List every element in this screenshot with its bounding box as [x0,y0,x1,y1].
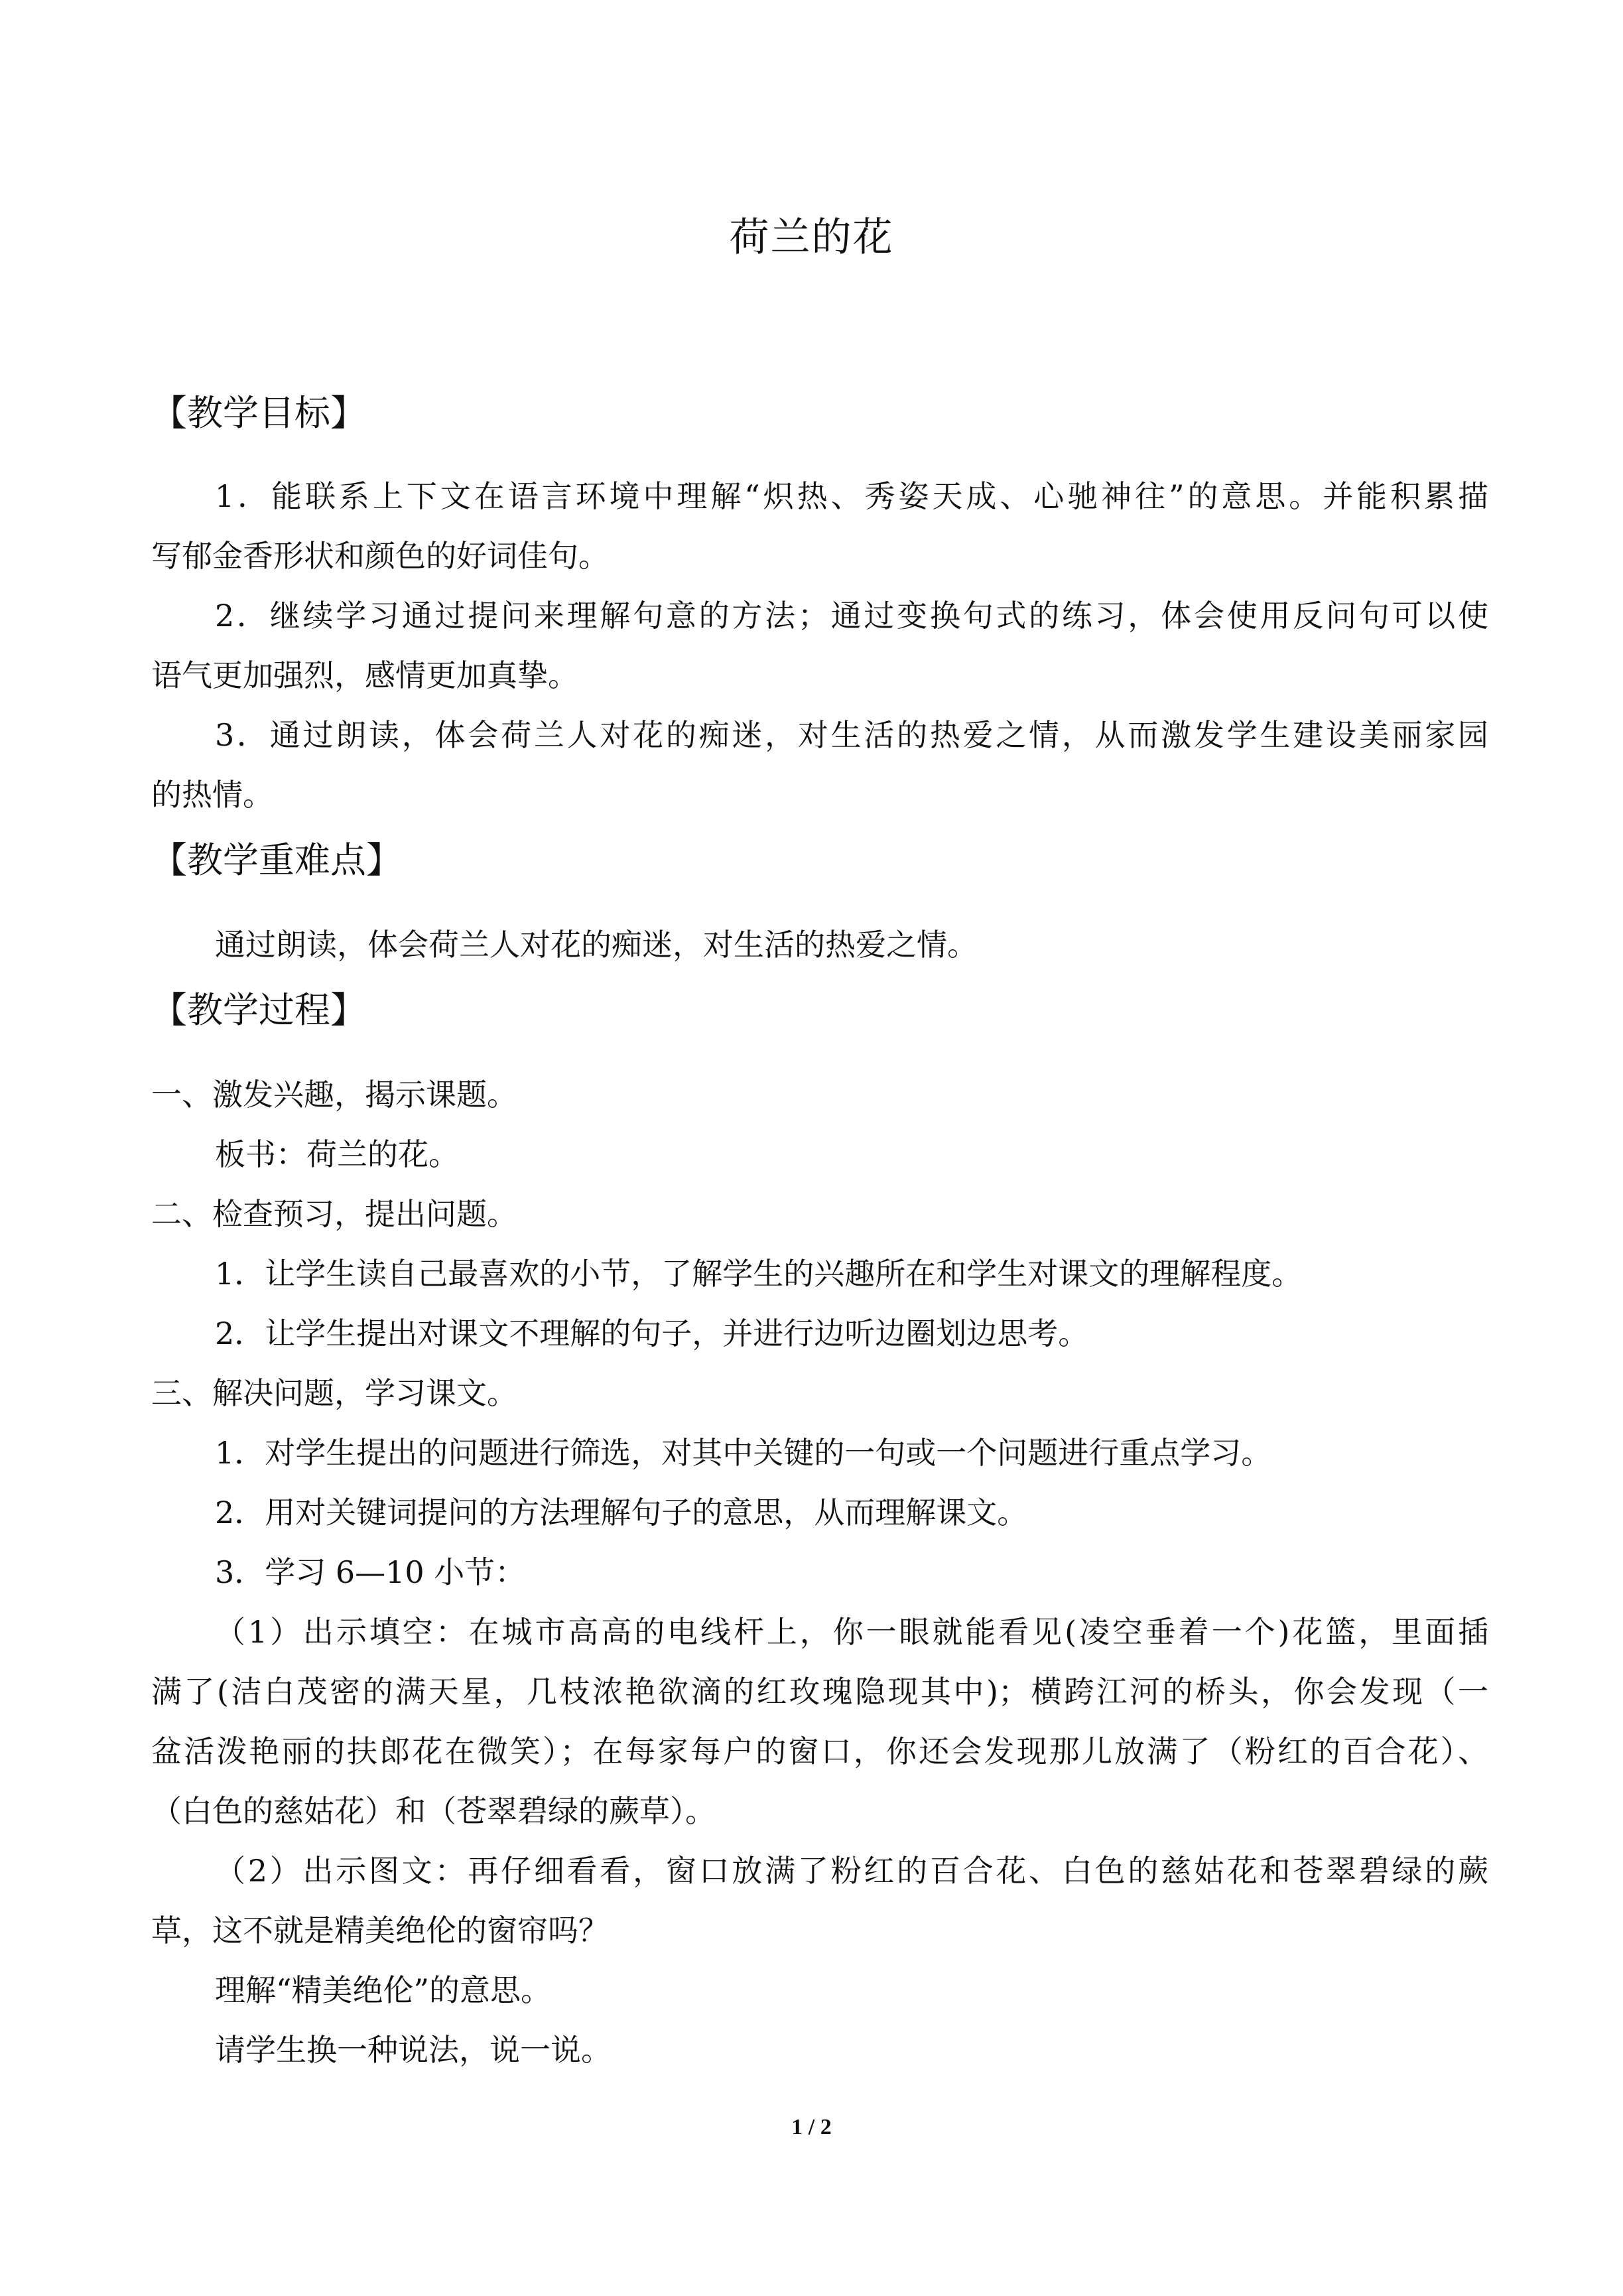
section-3-item-1: 1．对学生提出的问题进行筛选，对其中关键的一句或一个问题进行重点学习。 [215,1435,1272,1471]
objective-2-line-2: 语气更加强烈，感情更加真挚。 [151,657,578,693]
section-1-heading: 一、激发兴趣，揭示课题。 [151,1077,517,1113]
page-number: 1 / 2 [791,2115,832,2139]
section-2-item-1: 1．让学生读自己最喜欢的小节，了解学生的兴趣所在和学生对课文的理解程度。 [215,1256,1303,1292]
fill-blank-line-3: 盆活泼艳丽的扶郎花在微笑）；在每家每户的窗口，你还会发现那儿放满了（粉红的百合花）、 [151,1733,1488,1769]
image-text-line-2: 草，这不就是精美绝伦的窗帘吗？ [151,1913,609,1948]
objective-1-line-2: 写郁金香形状和颜色的好词佳句。 [151,538,609,574]
objective-3-line-2: 的热情。 [151,777,273,813]
section-2-heading: 二、检查预习，提出问题。 [151,1196,517,1232]
section-2-item-2: 2．让学生提出对课文不理解的句子，并进行边听边圈划边思考。 [215,1316,1089,1351]
heading-process: 【教学过程】 [151,989,366,1031]
objective-3-line-1: 3．通过朗读，体会荷兰人对花的痴迷，对生活的热爱之情，从而激发学生建设美丽家园 [215,717,1488,753]
fill-blank-line-2: 满了(洁白茂密的满天星，几枝浓艳欲滴的红玫瑰隐现其中)；横跨江河的桥头，你会发现（一 [151,1674,1488,1710]
section-3-heading: 三、解决问题，学习课文。 [151,1375,517,1411]
key-points-text: 通过朗读，体会荷兰人对花的痴迷，对生活的热爱之情。 [215,927,978,963]
section-3-item-3: 3．学习 6—10 小节： [215,1554,526,1590]
fill-blank-line-4: （白色的慈姑花）和（苍翠碧绿的蕨草）。 [151,1793,716,1829]
page-title: 荷兰的花 [729,214,894,261]
image-text-line-1: （2）出示图文：再仔细看看，窗口放满了粉红的百合花、白色的慈姑花和苍翠碧绿的蕨 [215,1853,1488,1889]
objective-2-line-1: 2．继续学习通过提问来理解句意的方法；通过变换句式的练习，体会使用反问句可以使 [215,598,1488,634]
section-1-board: 板书：荷兰的花。 [215,1136,459,1172]
fill-blank-line-1: （1）出示填空：在城市高高的电线杆上，你一眼就能看见(凌空垂着一个)花篮，里面插 [215,1614,1488,1650]
paraphrase-prompt: 请学生换一种说法，说一说。 [215,2032,612,2068]
heading-key-points: 【教学重难点】 [151,839,402,881]
section-3-item-2: 2．用对关键词提问的方法理解句子的意思，从而理解课文。 [215,1495,1028,1530]
understand-phrase: 理解“精美绝伦”的意思。 [215,1972,552,2008]
heading-objectives: 【教学目标】 [151,392,366,434]
objective-1-line-1: 1．能联系上下文在语言环境中理解“炽热、秀姿天成、心驰神往”的意思。并能积累描 [215,478,1488,514]
